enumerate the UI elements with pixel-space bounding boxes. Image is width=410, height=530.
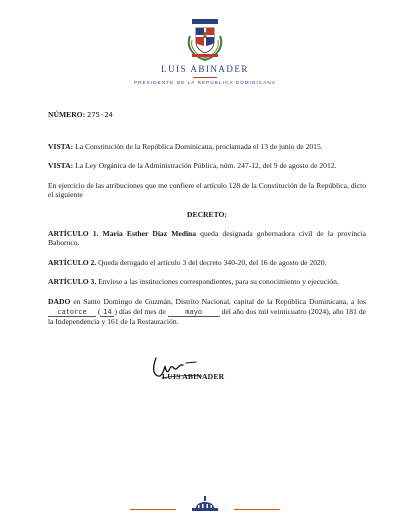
dado-text: ) días del mes de	[114, 306, 168, 316]
header-divider	[193, 77, 217, 78]
articulo-label: ARTÍCULO 1.	[48, 228, 99, 238]
vista-label: VISTA:	[48, 141, 74, 151]
articulo-1	[48, 229, 366, 248]
dado-text: (	[96, 306, 101, 316]
articulo-text: queda designada gobernadora civil de la provincia Bahoruco.	[48, 228, 366, 248]
articulo-label: ARTÍCULO 2.	[48, 257, 97, 267]
decree-number	[48, 110, 366, 120]
header-name: LUIS ABINADER	[161, 64, 249, 74]
decree-number-label: NÚMERO:	[48, 110, 86, 119]
vista-label: VISTA:	[48, 161, 74, 171]
articulo-text: Queda derogado el artículo 3 del decreto 340-20, del 16 de agosto de 2020.	[96, 257, 327, 267]
articulo-label: ARTÍCULO 3.	[48, 277, 97, 287]
dado-label: DADO	[48, 296, 71, 306]
vista-ley	[48, 161, 366, 171]
decree-body	[48, 110, 366, 336]
day-word-field: catorce	[48, 308, 96, 317]
signer-name: LUIS ABINADER	[162, 372, 225, 381]
vista-text: La Ley Orgánica de la Administración Pública, núm. 247-12, del 9 de agosto de 2012.	[73, 161, 337, 171]
appointee-name: María Esther Díaz Medina	[98, 228, 197, 238]
month-field: mayo	[168, 308, 220, 317]
vista-constitucion	[48, 142, 366, 152]
coat-of-arms-icon	[184, 16, 226, 62]
articulo-text: Envíese a las instituciones correspondientes, para su conocimiento y ejecución.	[96, 277, 339, 287]
header-subtitle: PRESIDENTE DE LA REPÚBLICA DOMINICANA	[133, 80, 277, 85]
dado-text: en Santo Domingo de Guzmán, Distrito Nacional, capital de la República Dominicana, a los	[70, 296, 366, 306]
footer-rule-left	[130, 509, 176, 510]
articulo-2	[48, 258, 366, 268]
day-number-field: 14	[100, 308, 114, 317]
ejercicio-paragraph: En ejercicio de las atribuciones que me confiere el artículo 128 de la Constitución de la República, dicto el siguiente	[48, 180, 366, 200]
dado-text: del año dos mil veinticuatro (2024), año 181 de la Independencia y 161 de la Restauración.	[48, 306, 367, 326]
vista-text: La Constitución de la República Dominicana, proclamada el 13 de junio de 2015.	[73, 141, 323, 151]
articulo-3	[48, 277, 366, 287]
footer-rule-right	[234, 509, 280, 510]
dado-paragraph	[48, 297, 366, 326]
decree-number-value: 275-24	[87, 110, 113, 119]
decreto-heading: DECRETO:	[187, 209, 227, 219]
palace-dome-icon	[188, 494, 222, 512]
